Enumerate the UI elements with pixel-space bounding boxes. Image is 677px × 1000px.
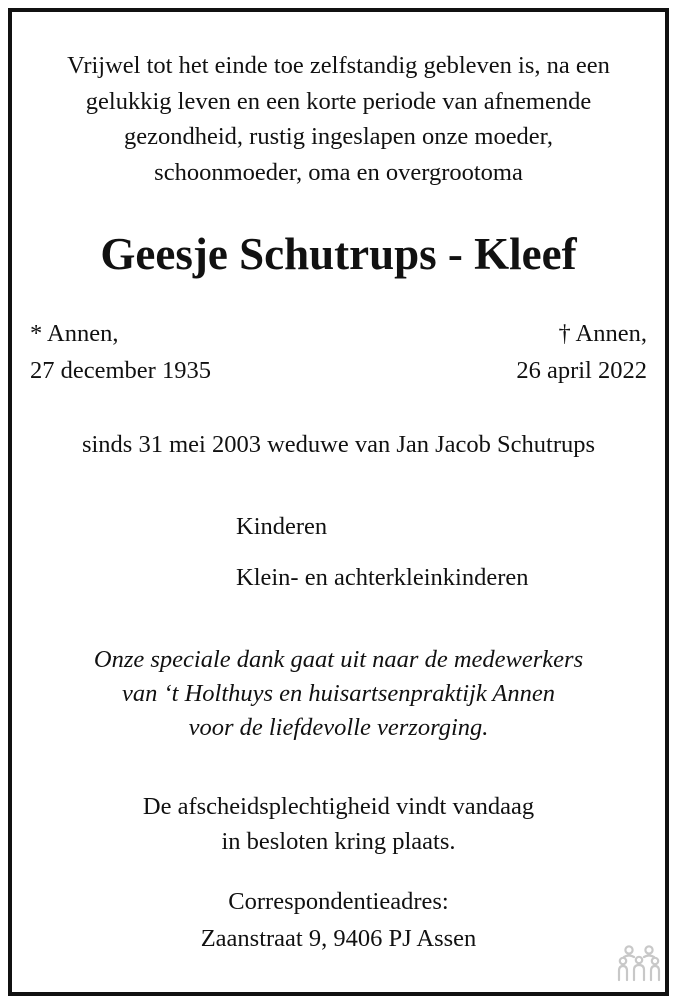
deceased-name: Geesje Schutrups - Kleef [100, 229, 577, 279]
ceremony-line: De afscheidsplechtigheid vindt vandaag [142, 793, 535, 820]
intro-line: gezondheid, rustig ingeslapen onze moeder, [124, 123, 553, 150]
family-children: Kinderen [236, 513, 328, 540]
intro-line: gelukkig leven en een korte periode van afnemende [85, 87, 592, 115]
ceremony-line: in besloten kring plaats. [221, 828, 456, 855]
birth-info [30, 315, 211, 389]
death-date: 26 april 2022 [516, 357, 647, 384]
thanks-line: van ‘t Holthuys en huisartsenpraktijk Annen [122, 680, 555, 707]
death-place: † Annen, [558, 320, 647, 347]
thanks-line: voor de liefdevolle verzorging. [188, 714, 489, 741]
ceremony-text [0, 789, 677, 859]
address-street: Zaanstraat 9, 9406 PJ Assen [200, 925, 477, 952]
intro-text [0, 48, 677, 190]
thanks-text [0, 643, 677, 745]
intro-line: Vrijwel tot het einde toe zelfstandig gebleven is, na een [67, 52, 610, 79]
intro-line: schoonmoeder, oma en overgrootoma [154, 158, 523, 186]
birth-place: * Annen, [30, 320, 119, 347]
correspondence-address [0, 883, 677, 957]
widow-line: sinds 31 mei 2003 weduwe van Jan Jacob Schutrups [81, 431, 596, 458]
thanks-line: Onze speciale dank gaat uit naar de medewerkers [93, 646, 584, 673]
birth-date: 27 december 1935 [30, 357, 211, 384]
address-label: Correspondentieadres: [228, 888, 449, 915]
death-info [516, 315, 647, 389]
family-grandchildren: Klein- en achterkleinkinderen [236, 564, 529, 591]
family-people-icon [617, 944, 661, 984]
